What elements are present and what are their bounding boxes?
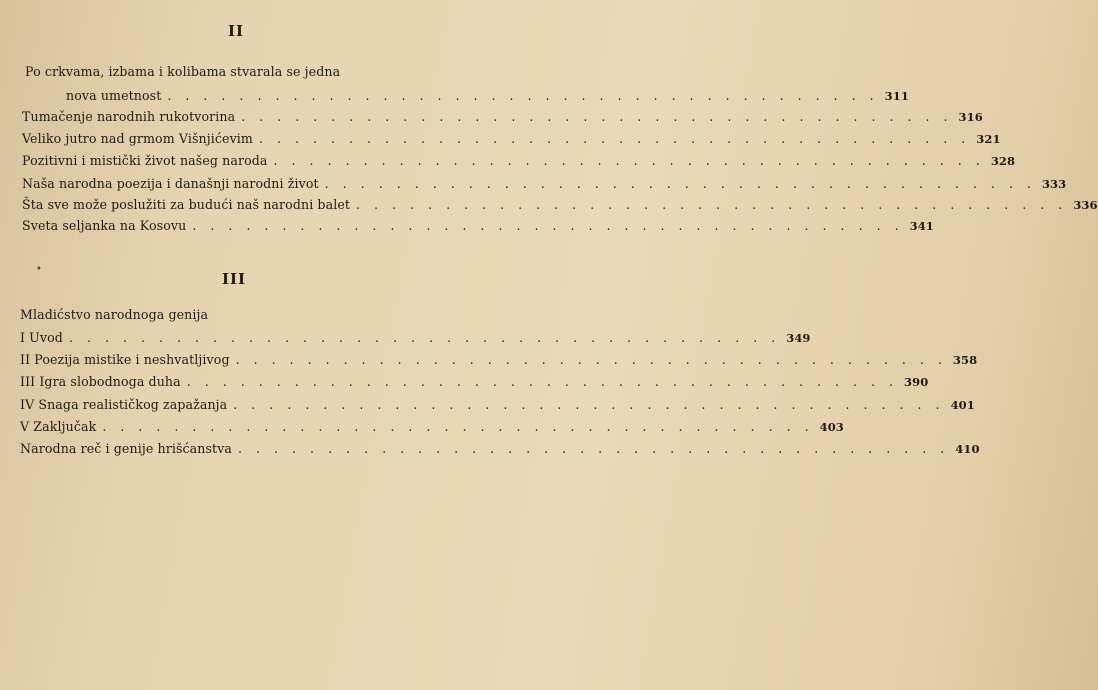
- toc-entry-label: Veliko jutro nad grmom Višnjićevim: [22, 131, 253, 146]
- dot-leader: . . . . . . . . . . . . . . . . . . . . . . . . . . . . . . . . . . . . . . . .: [273, 153, 985, 168]
- toc-entry: [22, 197, 1098, 215]
- toc-entry-label: IV Snaga realističkog zapažanja: [20, 397, 228, 412]
- toc-entry-label: V Zaključak: [20, 419, 97, 434]
- toc-page-number: 349: [786, 331, 811, 345]
- ink-speck: •: [36, 264, 42, 275]
- section-title-ii: II: [228, 22, 245, 40]
- dot-leader: . . . . . . . . . . . . . . . . . . . . . . . . . . . . . . . . . . . . . . . .: [238, 441, 950, 456]
- dot-leader: . . . . . . . . . . . . . . . . . . . . . . . . . . . . . . . . . . . . . . . .: [102, 419, 814, 434]
- toc-page-number: 333: [1041, 177, 1067, 191]
- toc-entry-label: III Igra slobodnoga duha: [20, 374, 181, 389]
- toc-entry: [22, 176, 1067, 194]
- toc-entry: [20, 374, 929, 392]
- toc-entry: [20, 441, 980, 459]
- toc-entry: [22, 131, 1001, 149]
- toc-entry-label: Šta sve može poslužiti za budući naš narodni balet: [22, 197, 351, 212]
- toc-entry: [20, 397, 975, 415]
- toc-entry: [25, 64, 435, 82]
- toc-entry: [20, 330, 811, 348]
- toc-heading: [20, 307, 448, 325]
- toc-entry-label: Po crkvama, izbama i kolibama stvarala se jedna: [25, 64, 341, 79]
- toc-entry: [22, 109, 983, 127]
- toc-entry: [20, 352, 978, 370]
- dot-leader: . . . . . . . . . . . . . . . . . . . . . . . . . . . . . . . . . . . . . . . .: [167, 88, 879, 103]
- dot-leader: . . . . . . . . . . . . . . . . . . . . . . . . . . . . . . . . . . . . . . . .: [324, 176, 1036, 191]
- toc-entry: [20, 419, 844, 437]
- toc-page-number: 401: [950, 398, 975, 412]
- toc-page-number: 311: [884, 89, 909, 103]
- section-title-iii: III: [222, 270, 247, 288]
- toc-page-number: 336: [1073, 198, 1098, 212]
- toc-page-number: 358: [952, 353, 978, 367]
- dot-leader: . . . . . . . . . . . . . . . . . . . . . . . . . . . . . . . . . . . . . . . .: [241, 109, 953, 124]
- toc-page-number: 341: [909, 219, 934, 233]
- dot-leader: . . . . . . . . . . . . . . . . . . . . . . . . . . . . . . . . . . . . . . . .: [233, 397, 945, 412]
- toc-entry-continuation: [66, 88, 909, 106]
- toc-entry: [22, 153, 1016, 171]
- dot-leader: . . . . . . . . . . . . . . . . . . . . . . . . . . . . . . . . . . . . . . . .: [356, 197, 1068, 212]
- toc-entry-label: Pozitivni i mistički život našeg naroda: [22, 153, 268, 168]
- toc-page-number: 390: [904, 375, 929, 389]
- toc-entry-label: II Poezija mistike i neshvatljivog: [20, 352, 230, 367]
- dot-leader: . . . . . . . . . . . . . . . . . . . . . . . . . . . . . . . . . . . . . . . .: [235, 352, 947, 367]
- toc-page-number: 403: [819, 420, 844, 434]
- toc-entry-label: Naša narodna poezija i današnji narodni život: [22, 176, 319, 191]
- toc-page-number: 321: [976, 132, 1001, 146]
- dot-leader: . . . . . . . . . . . . . . . . . . . . . . . . . . . . . . . . . . . . . . . .: [258, 131, 971, 146]
- dot-leader: . . . . . . . . . . . . . . . . . . . . . . . . . . . . . . . . . . . . . . . .: [68, 330, 781, 345]
- toc-entry-label: Tumačenje narodnih rukotvorina: [22, 109, 236, 124]
- dot-leader: . . . . . . . . . . . . . . . . . . . . . . . . . . . . . . . . . . . . . . . .: [192, 218, 904, 233]
- toc-page-number: 410: [955, 442, 980, 456]
- toc-heading-label: Mladićstvo narodnoga genija: [20, 307, 209, 322]
- dot-leader: . . . . . . . . . . . . . . . . . . . . . . . . . . . . . . . . . . . . . . . .: [186, 374, 898, 389]
- toc-page-number: 316: [958, 110, 983, 124]
- toc-entry: [22, 218, 934, 236]
- toc-page-number: 328: [990, 154, 1016, 168]
- toc-entry-label: I Uvod: [20, 330, 63, 345]
- toc-entry-label: nova umetnost: [66, 88, 162, 103]
- toc-entry-label: Sveta seljanka na Kosovu: [22, 218, 187, 233]
- toc-entry-label: Narodna reč i genije hrišćanstva: [20, 441, 233, 456]
